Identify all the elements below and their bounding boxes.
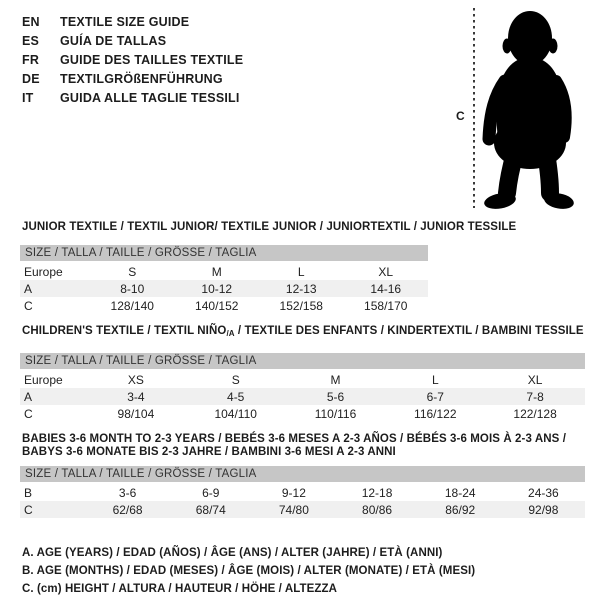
table-cell: 158/170: [364, 298, 408, 313]
children-size-table: [20, 371, 585, 422]
table-row: [20, 371, 585, 388]
table-cell: 8-10: [90, 280, 175, 297]
children-table-title: [22, 325, 600, 340]
table-row: [20, 484, 585, 501]
table-cell: XL: [527, 372, 543, 387]
baby-height-figure: [447, 1, 597, 213]
language-title: GUÍA DE TALLAS: [60, 34, 167, 48]
table-cell: 6-7: [385, 388, 485, 405]
children-title-subscript: /A: [226, 329, 235, 338]
table-cell: S: [231, 372, 240, 387]
table-cell: 12-18: [361, 485, 393, 500]
row-label: Europe: [24, 264, 63, 279]
table-cell: 14-16: [344, 280, 429, 297]
table-cell: 4-5: [186, 388, 286, 405]
table-cell: 92/98: [502, 501, 585, 518]
table-cell: 122/128: [513, 406, 557, 421]
babies-title-line1: BABIES 3-6 MONTH TO 2-3 YEARS / BEBÉS 3-6 MESES A 2-3 AÑOS / BÉBÉS 3-6 MOIS À 2-3 ANS /: [22, 433, 566, 445]
table-cell: 128/140: [110, 298, 154, 313]
babies-title-line2: BABYS 3-6 MONATE BIS 2-3 JAHRE / BAMBINI 3-6 MESI A 2-3 ANNI: [22, 446, 396, 458]
language-code: DE: [22, 72, 40, 86]
table-cell: 116/122: [414, 406, 457, 421]
footnote-age-years: A. AGE (YEARS) / EDAD (AÑOS) / ÂGE (ANS) / ALTER (JAHRE) / ETÀ (ANNI): [22, 547, 443, 559]
table-cell: 18-24: [444, 485, 476, 500]
table-cell: 5-6: [286, 388, 386, 405]
table-cell: 7-8: [485, 388, 585, 405]
row-label: B: [24, 485, 33, 500]
language-title: GUIDE DES TAILLES TEXTILE: [60, 53, 244, 67]
table-row: [20, 501, 585, 518]
children-title-post: / TEXTILE DES ENFANTS / KINDERTEXTIL / BAMBINI TESSILE: [234, 325, 584, 337]
table-cell: 6-9: [202, 485, 220, 500]
row-label: A: [20, 280, 90, 297]
language-title: GUIDA ALLE TAGLIE TESSILI: [60, 91, 240, 105]
table-cell: 24-36: [528, 485, 559, 500]
footnote-height-cm: C. (cm) HEIGHT / ALTURA / HAUTEUR / HÖHE / ALTEZZA: [22, 583, 338, 595]
language-code: EN: [22, 15, 40, 29]
toddler-silhouette-icon: [483, 11, 575, 211]
header: [0, 0, 600, 212]
footnotes: [22, 544, 600, 598]
table-cell: 10-12: [175, 280, 260, 297]
table-cell: S: [128, 264, 137, 279]
table-cell: XL: [378, 264, 394, 279]
babies-textile-section: [20, 433, 600, 518]
table-cell: 152/158: [279, 298, 323, 313]
table-cell: L: [297, 264, 305, 279]
table-cell: 140/152: [195, 298, 239, 313]
table-cell: 98/104: [117, 406, 155, 421]
row-label: A: [20, 388, 86, 405]
babies-size-header: SIZE / TALLA / TAILLE / GRÖSSE / TAGLIA: [20, 466, 585, 482]
table-cell: 110/116: [314, 406, 357, 421]
row-label: C: [24, 406, 33, 421]
table-cell: 3-6: [118, 485, 137, 500]
table-cell: M: [330, 372, 341, 387]
table-row: [20, 263, 428, 280]
language-title: TEXTILGRÖßENFÜHRUNG: [60, 72, 223, 86]
row-label: C: [24, 298, 33, 313]
table-cell: 12-13: [259, 280, 344, 297]
table-cell: XS: [127, 372, 144, 387]
table-row: [20, 405, 585, 422]
table-cell: M: [211, 264, 222, 279]
footnote-age-months: B. AGE (MONTHS) / EDAD (MESES) / ÂGE (MOIS) / ALTER (MONATE) / ETÀ (MESI): [22, 565, 476, 577]
language-code: FR: [22, 53, 40, 67]
babies-table-title: [22, 433, 600, 459]
table-row: [20, 280, 428, 297]
junior-size-table: [20, 263, 428, 314]
table-cell: 86/92: [419, 501, 502, 518]
table-cell: 68/74: [169, 501, 252, 518]
table-cell: 62/68: [86, 501, 169, 518]
table-cell: 3-4: [86, 388, 186, 405]
table-row: [20, 388, 585, 405]
table-cell: 104/110: [214, 406, 257, 421]
table-cell: L: [431, 372, 439, 387]
junior-table-title: JUNIOR TEXTILE / TEXTIL JUNIOR/ TEXTILE JUNIOR / JUNIORTEXTIL / JUNIOR TESSILE: [22, 221, 517, 233]
junior-textile-section: [20, 221, 600, 314]
table-cell: 80/86: [335, 501, 418, 518]
height-measure-label: C: [456, 109, 465, 123]
row-label: Europe: [24, 372, 63, 387]
row-label: C: [20, 501, 86, 518]
children-size-header: SIZE / TALLA / TAILLE / GRÖSSE / TAGLIA: [20, 353, 585, 369]
table-cell: 74/80: [252, 501, 335, 518]
language-code: IT: [22, 91, 34, 105]
language-code: ES: [22, 34, 40, 48]
table-cell: 9-12: [281, 485, 306, 500]
table-row: [20, 297, 428, 314]
children-textile-section: [20, 325, 600, 422]
language-title: TEXTILE SIZE GUIDE: [60, 15, 190, 29]
babies-size-table: [20, 484, 585, 518]
children-title-pre: CHILDREN'S TEXTILE / TEXTIL NIÑO: [22, 325, 227, 337]
junior-size-header: SIZE / TALLA / TAILLE / GRÖSSE / TAGLIA: [20, 245, 428, 261]
